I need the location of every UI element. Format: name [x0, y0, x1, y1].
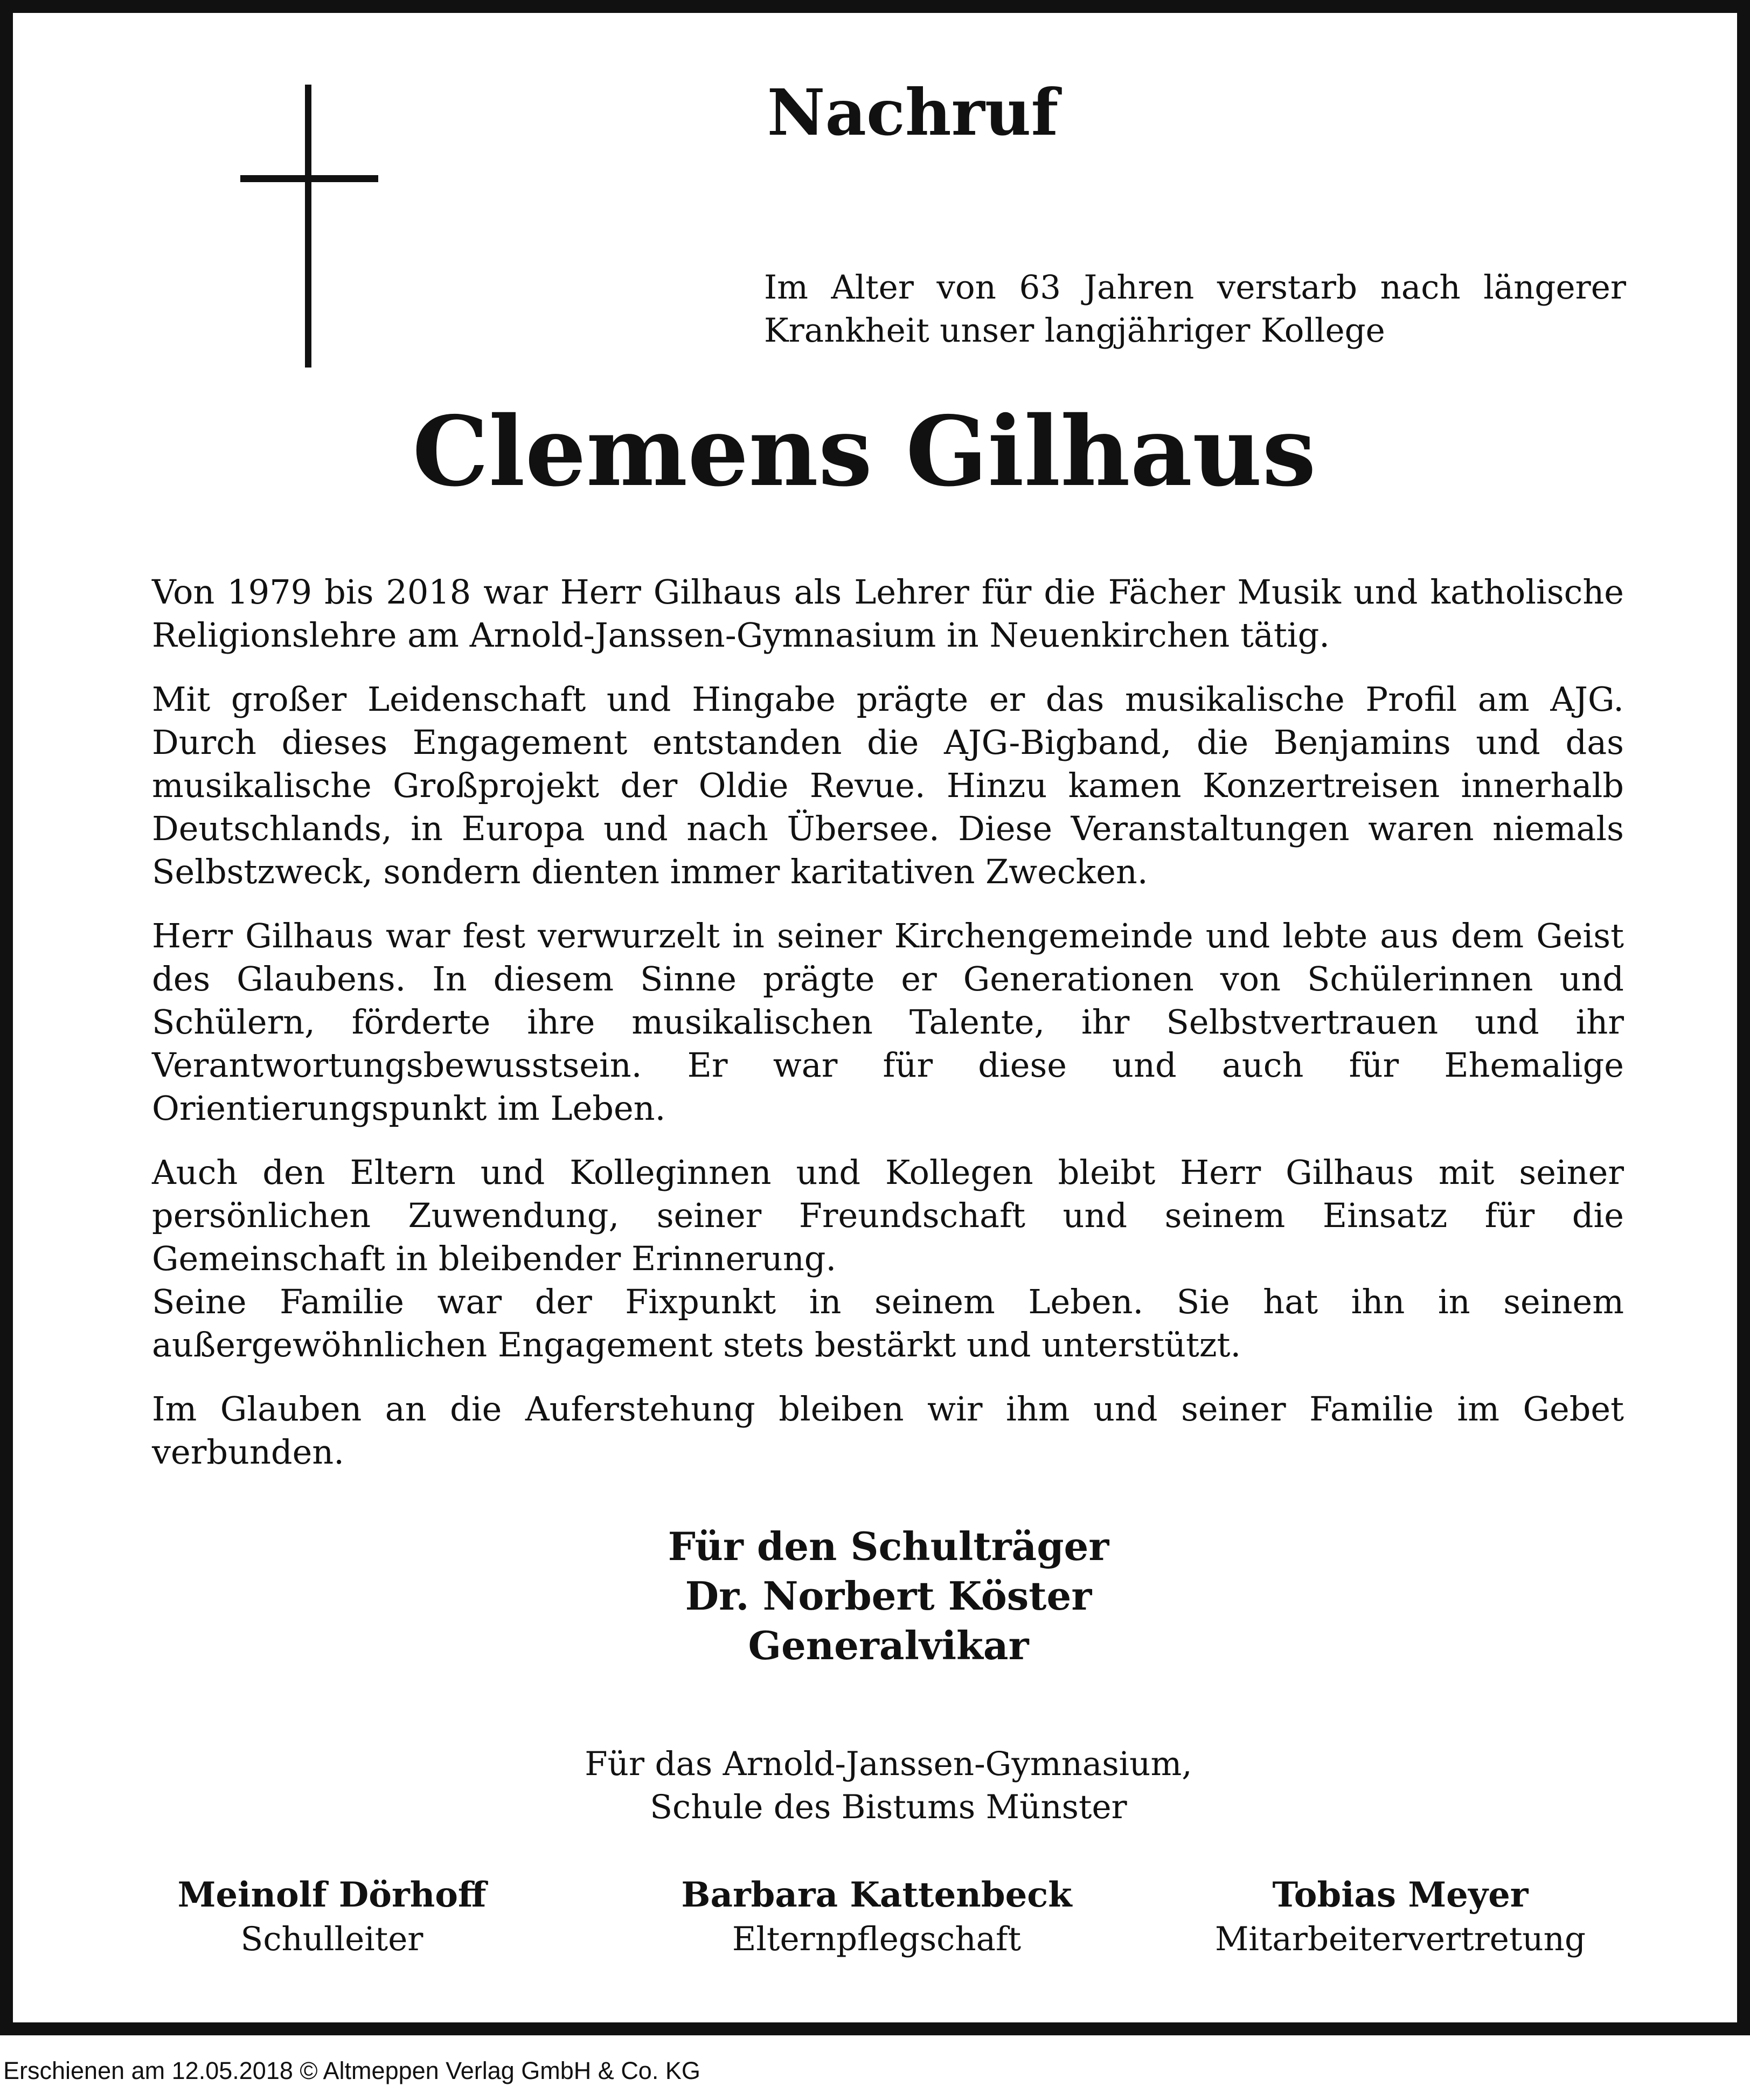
intro-text: Im Alter von 63 Jahren verstarb nach längerer Krankheit unser langjähriger Kollege [764, 268, 1626, 350]
signer-name: Tobias Meyer [1272, 1875, 1529, 1915]
school-subtitle: Schule des Bistums Münster [650, 1788, 1127, 1826]
cross-vertical-bar [305, 85, 311, 368]
signer-title: Generalvikar [748, 1623, 1029, 1668]
publication-footer: Erschienen am 12.05.2018 © Altmeppen Verlag GmbH & Co. KG [3, 2057, 700, 2084]
signer-name: Meinolf Dörhoff [177, 1875, 487, 1915]
main-signature-block [444, 1522, 1333, 1671]
paragraph-family: Seine Familie war der Fixpunkt in seinem Leben. Sie hat ihn in seinem außergewöhnlichen Engagement stets bestärkt und unterstützt. [152, 1282, 1624, 1364]
school-block [444, 1743, 1333, 1829]
paragraph-music: Mit großer Leidenschaft und Hingabe prägte er das musikalische Profil am AJG. Durch dieses Engagement entstanden die AJG-Bigband, die Benjamins und das musikalische Großprojekt der Oldie Revue. Hinzu kamen Konzertreisen innerhalb Deutschlands, in Europa und nach Übersee. Diese Veranstaltungen waren niemals Selbstzweck, sondern dienten immer karitativen Zwecken. [152, 680, 1624, 891]
paragraph-career: Von 1979 bis 2018 war Herr Gilhaus als Lehrer für die Fächer Musik und katholische Religionslehre am Arnold-Janssen-Gymnasium in Neuenkirchen tätig. [152, 572, 1624, 655]
signer-parents [634, 1873, 1119, 1962]
deceased-name: Clemens Gilhaus [412, 395, 1316, 508]
signer-staff [1158, 1873, 1643, 1962]
paragraph-faith: Herr Gilhaus war fest verwurzelt in seiner Kirchengemeinde und lebte aus dem Geist des Glaubens. In diesem Sinne prägte er Generationen von Schülerinnen und Schülern, förderte ihre musikalischen Talente, ihr Selbstvertrauen und ihr Verantwortungsbewusstsein. Er war für diese und auch für Ehemalige Orientierungspunkt im Leben. [152, 916, 1624, 1128]
signer-principal [89, 1873, 574, 1962]
notice-heading: Nachruf [767, 75, 1059, 150]
signer-name: Barbara Kattenbeck [681, 1875, 1072, 1915]
paragraph-prayer: Im Glauben an die Auferstehung bleiben wir ihm und seiner Familie im Gebet verbunden. [152, 1389, 1624, 1472]
signer-role: Elternpflegschaft [732, 1920, 1022, 1958]
signer-role: Schulleiter [240, 1920, 423, 1958]
obituary-body [152, 571, 1624, 1495]
school-sponsor-line: Für den Schulträger [668, 1523, 1109, 1569]
signer-role: Mitarbeitervertretung [1214, 1920, 1586, 1958]
paragraph-community: Auch den Eltern und Kolleginnen und Kollegen bleibt Herr Gilhaus mit seiner persönlichen Zuwendung, seiner Freundschaft und seinem Einsatz für die Gemeinschaft in bleibender Erinnerung. [152, 1153, 1624, 1278]
cross-horizontal-bar [240, 175, 378, 182]
signer-name: Dr. Norbert Köster [685, 1573, 1092, 1619]
school-name: Für das Arnold-Janssen-Gymnasium, [585, 1745, 1192, 1783]
